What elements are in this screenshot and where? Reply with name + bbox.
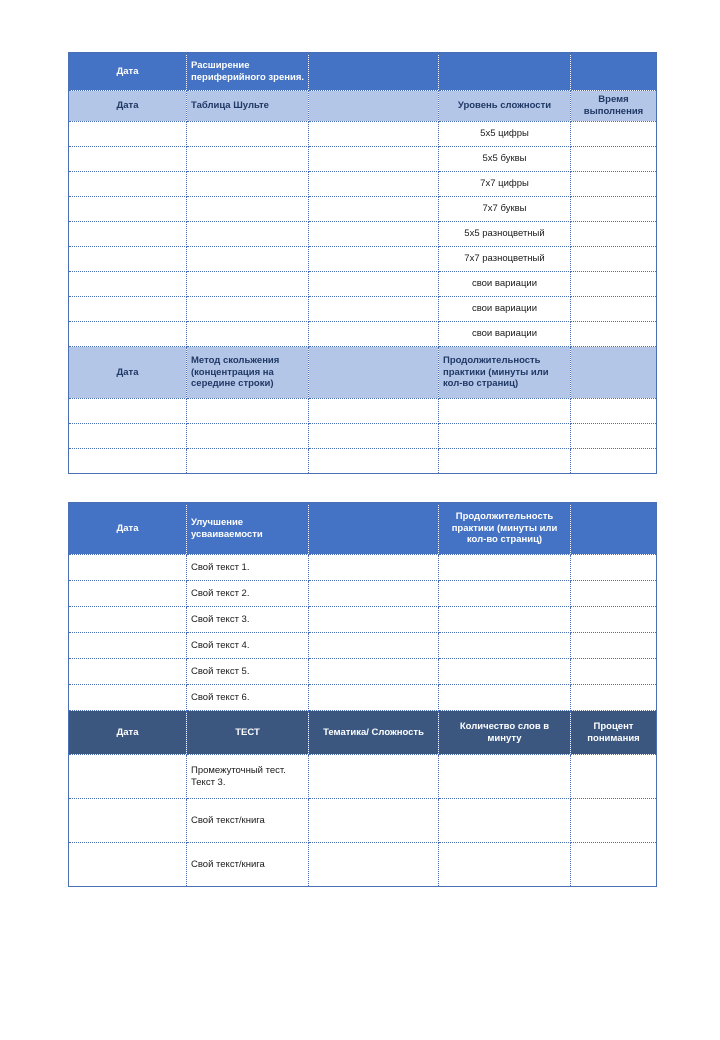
subheader-sliding-method: Метод скольжения (концентрация на середине строки) bbox=[187, 347, 309, 399]
table-header-row bbox=[69, 503, 657, 555]
cell-time[interactable] bbox=[571, 272, 657, 297]
cell-notes[interactable] bbox=[187, 247, 309, 272]
table-header-row bbox=[69, 53, 657, 91]
cell-variant[interactable]: 5x5 буквы bbox=[439, 147, 571, 172]
table-row[interactable] bbox=[69, 659, 657, 685]
cell-blank-2[interactable] bbox=[571, 581, 657, 607]
table-row[interactable] bbox=[69, 222, 657, 247]
cell-own-text[interactable]: Свой текст 3. bbox=[187, 607, 309, 633]
header-blank-3 bbox=[571, 53, 657, 91]
table-row[interactable] bbox=[69, 197, 657, 222]
cell-variant[interactable]: 7x7 буквы bbox=[439, 197, 571, 222]
cell-topic[interactable] bbox=[309, 799, 439, 843]
cell-blank[interactable] bbox=[309, 685, 439, 711]
cell-notes[interactable] bbox=[187, 197, 309, 222]
table-row[interactable] bbox=[69, 799, 657, 843]
cell-blank[interactable] bbox=[309, 322, 439, 347]
cell-topic[interactable] bbox=[309, 843, 439, 887]
cell-date[interactable] bbox=[69, 633, 187, 659]
table-assimilation bbox=[68, 502, 657, 887]
cell-duration[interactable] bbox=[439, 581, 571, 607]
table-row[interactable] bbox=[69, 147, 657, 172]
cell-method[interactable] bbox=[187, 424, 309, 449]
cell-date[interactable] bbox=[69, 843, 187, 887]
test-header-date: Дата bbox=[69, 711, 187, 755]
header-blank-1 bbox=[309, 53, 439, 91]
cell-date[interactable] bbox=[69, 607, 187, 633]
header-title-assimilation: Улучшение усваиваемости bbox=[187, 503, 309, 555]
cell-blank[interactable] bbox=[309, 297, 439, 322]
cell-method[interactable] bbox=[187, 449, 309, 474]
block-spacer bbox=[68, 474, 656, 502]
table-row[interactable] bbox=[69, 297, 657, 322]
cell-duration[interactable] bbox=[439, 399, 571, 424]
cell-comprehension[interactable] bbox=[571, 799, 657, 843]
cell-date[interactable] bbox=[69, 322, 187, 347]
table-row[interactable] bbox=[69, 247, 657, 272]
cell-date[interactable] bbox=[69, 222, 187, 247]
header-date: Дата bbox=[69, 53, 187, 91]
cell-date[interactable] bbox=[69, 297, 187, 322]
cell-date[interactable] bbox=[69, 272, 187, 297]
subheader-sliding-blank bbox=[309, 347, 439, 399]
cell-blank-2[interactable] bbox=[571, 399, 657, 424]
cell-duration[interactable] bbox=[439, 449, 571, 474]
cell-date[interactable] bbox=[69, 755, 187, 799]
cell-date[interactable] bbox=[69, 799, 187, 843]
table-row[interactable] bbox=[69, 322, 657, 347]
cell-wpm[interactable] bbox=[439, 843, 571, 887]
cell-time[interactable] bbox=[571, 172, 657, 197]
cell-variant[interactable]: 5x5 цифры bbox=[439, 122, 571, 147]
cell-notes[interactable] bbox=[187, 172, 309, 197]
cell-blank[interactable] bbox=[309, 555, 439, 581]
cell-time[interactable] bbox=[571, 147, 657, 172]
cell-date[interactable] bbox=[69, 122, 187, 147]
cell-date[interactable] bbox=[69, 147, 187, 172]
cell-blank[interactable] bbox=[309, 633, 439, 659]
cell-blank[interactable] bbox=[309, 122, 439, 147]
cell-comprehension[interactable] bbox=[571, 843, 657, 887]
cell-blank[interactable] bbox=[309, 222, 439, 247]
cell-duration[interactable] bbox=[439, 424, 571, 449]
cell-time[interactable] bbox=[571, 122, 657, 147]
cell-comprehension[interactable] bbox=[571, 755, 657, 799]
header-blank-1 bbox=[309, 503, 439, 555]
cell-duration[interactable] bbox=[439, 659, 571, 685]
cell-blank-2[interactable] bbox=[571, 659, 657, 685]
cell-own-text[interactable]: Свой текст 4. bbox=[187, 633, 309, 659]
cell-date[interactable] bbox=[69, 449, 187, 474]
table-peripheral-vision bbox=[68, 52, 657, 474]
cell-notes[interactable] bbox=[187, 147, 309, 172]
subheader-sliding-date: Дата bbox=[69, 347, 187, 399]
cell-time[interactable] bbox=[571, 197, 657, 222]
subheader-sliding-blank-2 bbox=[571, 347, 657, 399]
cell-notes[interactable] bbox=[187, 122, 309, 147]
cell-blank-2[interactable] bbox=[571, 424, 657, 449]
cell-notes[interactable] bbox=[187, 322, 309, 347]
cell-test-name[interactable]: Свой текст/книга bbox=[187, 843, 309, 887]
test-header-test: ТЕСТ bbox=[187, 711, 309, 755]
header-title-peripheral: Расширение периферийного зрения. bbox=[187, 53, 309, 91]
cell-blank[interactable] bbox=[309, 399, 439, 424]
cell-blank[interactable] bbox=[309, 147, 439, 172]
cell-blank[interactable] bbox=[309, 449, 439, 474]
cell-blank[interactable] bbox=[309, 581, 439, 607]
cell-variant[interactable]: 7x7 разноцветный bbox=[439, 247, 571, 272]
cell-time[interactable] bbox=[571, 322, 657, 347]
header-date: Дата bbox=[69, 503, 187, 555]
cell-wpm[interactable] bbox=[439, 799, 571, 843]
cell-topic[interactable] bbox=[309, 755, 439, 799]
table-row[interactable] bbox=[69, 843, 657, 887]
cell-notes[interactable] bbox=[187, 222, 309, 247]
table-row[interactable] bbox=[69, 581, 657, 607]
table-subheader-sliding-row bbox=[69, 347, 657, 399]
cell-variant[interactable]: свои вариации bbox=[439, 297, 571, 322]
cell-blank[interactable] bbox=[309, 197, 439, 222]
cell-date[interactable] bbox=[69, 172, 187, 197]
table-row[interactable] bbox=[69, 122, 657, 147]
cell-variant[interactable]: 7x7 цифры bbox=[439, 172, 571, 197]
cell-variant[interactable]: свои вариации bbox=[439, 272, 571, 297]
header-blank-2 bbox=[571, 503, 657, 555]
cell-test-name[interactable]: Свой текст/книга bbox=[187, 799, 309, 843]
cell-own-text[interactable]: Свой текст 5. bbox=[187, 659, 309, 685]
cell-notes[interactable] bbox=[187, 297, 309, 322]
header-blank-2 bbox=[439, 53, 571, 91]
table-row[interactable] bbox=[69, 685, 657, 711]
table-row[interactable] bbox=[69, 449, 657, 474]
cell-blank[interactable] bbox=[309, 272, 439, 297]
cell-duration[interactable] bbox=[439, 633, 571, 659]
cell-date[interactable] bbox=[69, 424, 187, 449]
header-duration: Продолжительность практики (минуты или кол-во страниц) bbox=[439, 503, 571, 555]
cell-blank[interactable] bbox=[309, 247, 439, 272]
cell-own-text[interactable]: Свой текст 1. bbox=[187, 555, 309, 581]
test-header-comprehension: Процент понимания bbox=[571, 711, 657, 755]
table-row[interactable] bbox=[69, 172, 657, 197]
cell-blank[interactable] bbox=[309, 172, 439, 197]
cell-blank[interactable] bbox=[309, 659, 439, 685]
table-row[interactable] bbox=[69, 607, 657, 633]
table-row[interactable] bbox=[69, 755, 657, 799]
cell-time[interactable] bbox=[571, 222, 657, 247]
subheader-date: Дата bbox=[69, 91, 187, 122]
subheader-difficulty: Уровень сложности bbox=[439, 91, 571, 122]
cell-date[interactable] bbox=[69, 197, 187, 222]
table-row[interactable] bbox=[69, 399, 657, 424]
subheader-schulte: Таблица Шульте bbox=[187, 91, 309, 122]
cell-blank[interactable] bbox=[309, 607, 439, 633]
cell-blank-2[interactable] bbox=[571, 607, 657, 633]
cell-notes[interactable] bbox=[187, 272, 309, 297]
table-row[interactable] bbox=[69, 272, 657, 297]
test-header-topic: Тематика/ Сложность bbox=[309, 711, 439, 755]
cell-duration[interactable] bbox=[439, 607, 571, 633]
subheader-time: Время выполнения bbox=[571, 91, 657, 122]
cell-date[interactable] bbox=[69, 247, 187, 272]
subheader-blank bbox=[309, 91, 439, 122]
cell-variant[interactable]: свои вариации bbox=[439, 322, 571, 347]
table-test-header-row bbox=[69, 711, 657, 755]
subheader-sliding-duration: Продолжительность практики (минуты или кол-во страниц) bbox=[439, 347, 571, 399]
table-subheader-row bbox=[69, 91, 657, 122]
cell-variant[interactable]: 5x5 разноцветный bbox=[439, 222, 571, 247]
cell-method[interactable] bbox=[187, 399, 309, 424]
cell-date[interactable] bbox=[69, 659, 187, 685]
cell-blank-2[interactable] bbox=[571, 555, 657, 581]
cell-test-name[interactable]: Промежуточный тест. Текст 3. bbox=[187, 755, 309, 799]
table-row[interactable] bbox=[69, 633, 657, 659]
cell-date[interactable] bbox=[69, 685, 187, 711]
cell-blank-2[interactable] bbox=[571, 449, 657, 474]
cell-wpm[interactable] bbox=[439, 755, 571, 799]
cell-time[interactable] bbox=[571, 297, 657, 322]
table-row[interactable] bbox=[69, 555, 657, 581]
cell-date[interactable] bbox=[69, 581, 187, 607]
cell-duration[interactable] bbox=[439, 555, 571, 581]
test-header-wpm: Количество слов в минуту bbox=[439, 711, 571, 755]
cell-blank[interactable] bbox=[309, 424, 439, 449]
cell-time[interactable] bbox=[571, 247, 657, 272]
table-row[interactable] bbox=[69, 424, 657, 449]
cell-blank-2[interactable] bbox=[571, 633, 657, 659]
cell-own-text[interactable]: Свой текст 6. bbox=[187, 685, 309, 711]
cell-own-text[interactable]: Свой текст 2. bbox=[187, 581, 309, 607]
cell-date[interactable] bbox=[69, 555, 187, 581]
cell-blank-2[interactable] bbox=[571, 685, 657, 711]
cell-duration[interactable] bbox=[439, 685, 571, 711]
worksheet bbox=[68, 52, 656, 887]
cell-date[interactable] bbox=[69, 399, 187, 424]
